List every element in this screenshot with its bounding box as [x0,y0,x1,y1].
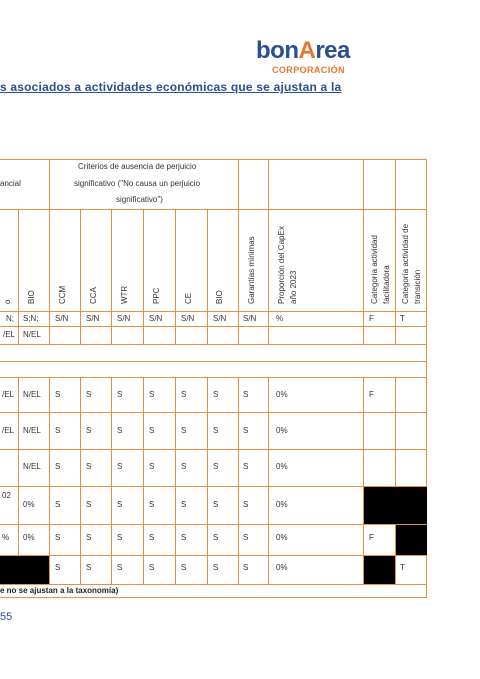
row-cell-bio: S [213,426,219,435]
code-garantias: S/N [243,314,257,323]
code-ce: S/N [181,314,195,323]
code-proporcion: % [276,314,284,323]
row-cell-cca: S [86,462,92,471]
header-group-left: ancial [0,179,21,188]
row-cell-a: % [2,533,10,542]
table-footer-note: e no se ajustan a la taxonomía) [0,586,119,595]
row-cell-bio: S [213,462,219,471]
logo-subtitle: CORPORACIÓN [272,65,345,75]
row-cell-gm: S [243,563,249,572]
row-cell-ccm: S [55,426,61,435]
row-cell-gm: S [243,533,249,542]
row-cell-cca: S [86,390,92,399]
column-header-cca: CCA [89,287,98,304]
row-cell-cca: S [86,426,92,435]
row-cell-ccm: S [55,533,61,542]
code-b-line2: N/EL [23,330,41,339]
column-header-a: o [3,299,12,304]
header-dnsh-line2: significativo ("No causa un perjuicio [74,179,201,188]
row-cell-ce: S [181,462,187,471]
row-cell-ppc: S [149,426,155,435]
row-cell-ppc: S [149,533,155,542]
column-header-proporcion-line1: Proporción del CapEx [277,226,286,304]
row-cell-ccm: S [55,563,61,572]
row-cell-prop: 0% [276,500,288,509]
row-cell-b: N/EL [23,426,41,435]
column-header-ccm: CCM [58,285,67,304]
code-a-line1: N; [6,314,14,323]
row-cell-a: /EL [2,390,15,399]
row-cell-f: F [369,533,374,542]
row-cell-b: N/EL [23,462,41,471]
column-header-wtr: WTR [120,285,129,304]
row-cell-gm: S [243,390,249,399]
column-header-facilitadora-line2: facilitadora [382,265,391,304]
row-cell-bio: S [213,563,219,572]
row-cell-prop: 0% [276,426,288,435]
code-bio: S/N [213,314,227,323]
row-cell-cca: S [86,563,92,572]
row-cell-wtr: S [117,462,123,471]
shaded-cell [364,487,427,524]
header-dnsh-line3: significativo") [116,195,163,204]
row-cell-wtr: S [117,426,123,435]
row-cell-ce: S [181,533,187,542]
logo-wordmark: bonArea [256,37,350,64]
row-cell-wtr: S [117,533,123,542]
row-cell-ppc: S [149,500,155,509]
column-header-bio: BIO [215,290,224,304]
row-cell-a: /EL [2,426,15,435]
row-cell-prop: 0% [276,533,288,542]
code-a-line2: /EL [3,330,16,339]
code-wtr: S/N [117,314,131,323]
code-ppc: S/N [149,314,163,323]
row-cell-ce: S [181,390,187,399]
row-cell-wtr: S [117,390,123,399]
column-header-transicion-line2: transición [413,269,422,304]
header-dnsh-line1: Criterios de ausencia de perjuicio [78,162,197,171]
row-cell-cca: S [86,533,92,542]
page-number: 55 [0,611,13,623]
row-cell-b: 0% [23,500,35,509]
row-cell-ce: S [181,563,187,572]
code-cca: S/N [86,314,100,323]
row-cell-prop: 0% [276,563,288,572]
row-cell-ce: S [181,500,187,509]
row-cell-gm: S [243,500,249,509]
row-cell-ccm: S [55,390,61,399]
row-cell-f: F [369,390,374,399]
code-facilitadora: F [369,314,374,323]
row-cell-ccm: S [55,500,61,509]
row-cell-bio: S [213,390,219,399]
row-cell-bio: S [213,533,219,542]
row-cell-gm: S [243,426,249,435]
row-cell-b: 0% [23,533,35,542]
code-transicion: T [400,314,405,323]
row-cell-gm: S [243,462,249,471]
shaded-cell [396,525,427,555]
code-b-line1: S;N; [23,314,39,323]
column-header-transicion-line1: Categoría actividad de [401,223,410,304]
row-cell-prop: 0% [276,462,288,471]
row-cell-a: 02 [2,491,11,500]
row-cell-b: N/EL [23,390,41,399]
row-cell-bio: S [213,500,219,509]
row-cell-ppc: S [149,563,155,572]
column-header-facilitadora-line1: Categoría actividad [370,235,379,304]
column-header-ce: CE [184,292,193,304]
row-cell-wtr: S [117,500,123,509]
row-cell-ppc: S [149,462,155,471]
column-header-garantias: Garantías mínimas [247,236,256,304]
shaded-cell [364,556,395,584]
code-ccm: S/N [55,314,69,323]
shaded-cell [0,556,49,584]
row-cell-wtr: S [117,563,123,572]
column-header-ppc: PPC [152,287,161,304]
section-heading: s asociados a actividades económicas que se ajustan a la [0,80,342,94]
row-cell-cca: S [86,500,92,509]
column-header-proporcion-line2: año 2023 [289,270,298,304]
row-cell-ccm: S [55,462,61,471]
row-cell-prop: 0% [276,390,288,399]
row-cell-ce: S [181,426,187,435]
column-header-bio-first: BIO [27,290,36,304]
row-cell-t: T [400,563,405,572]
row-cell-ppc: S [149,390,155,399]
